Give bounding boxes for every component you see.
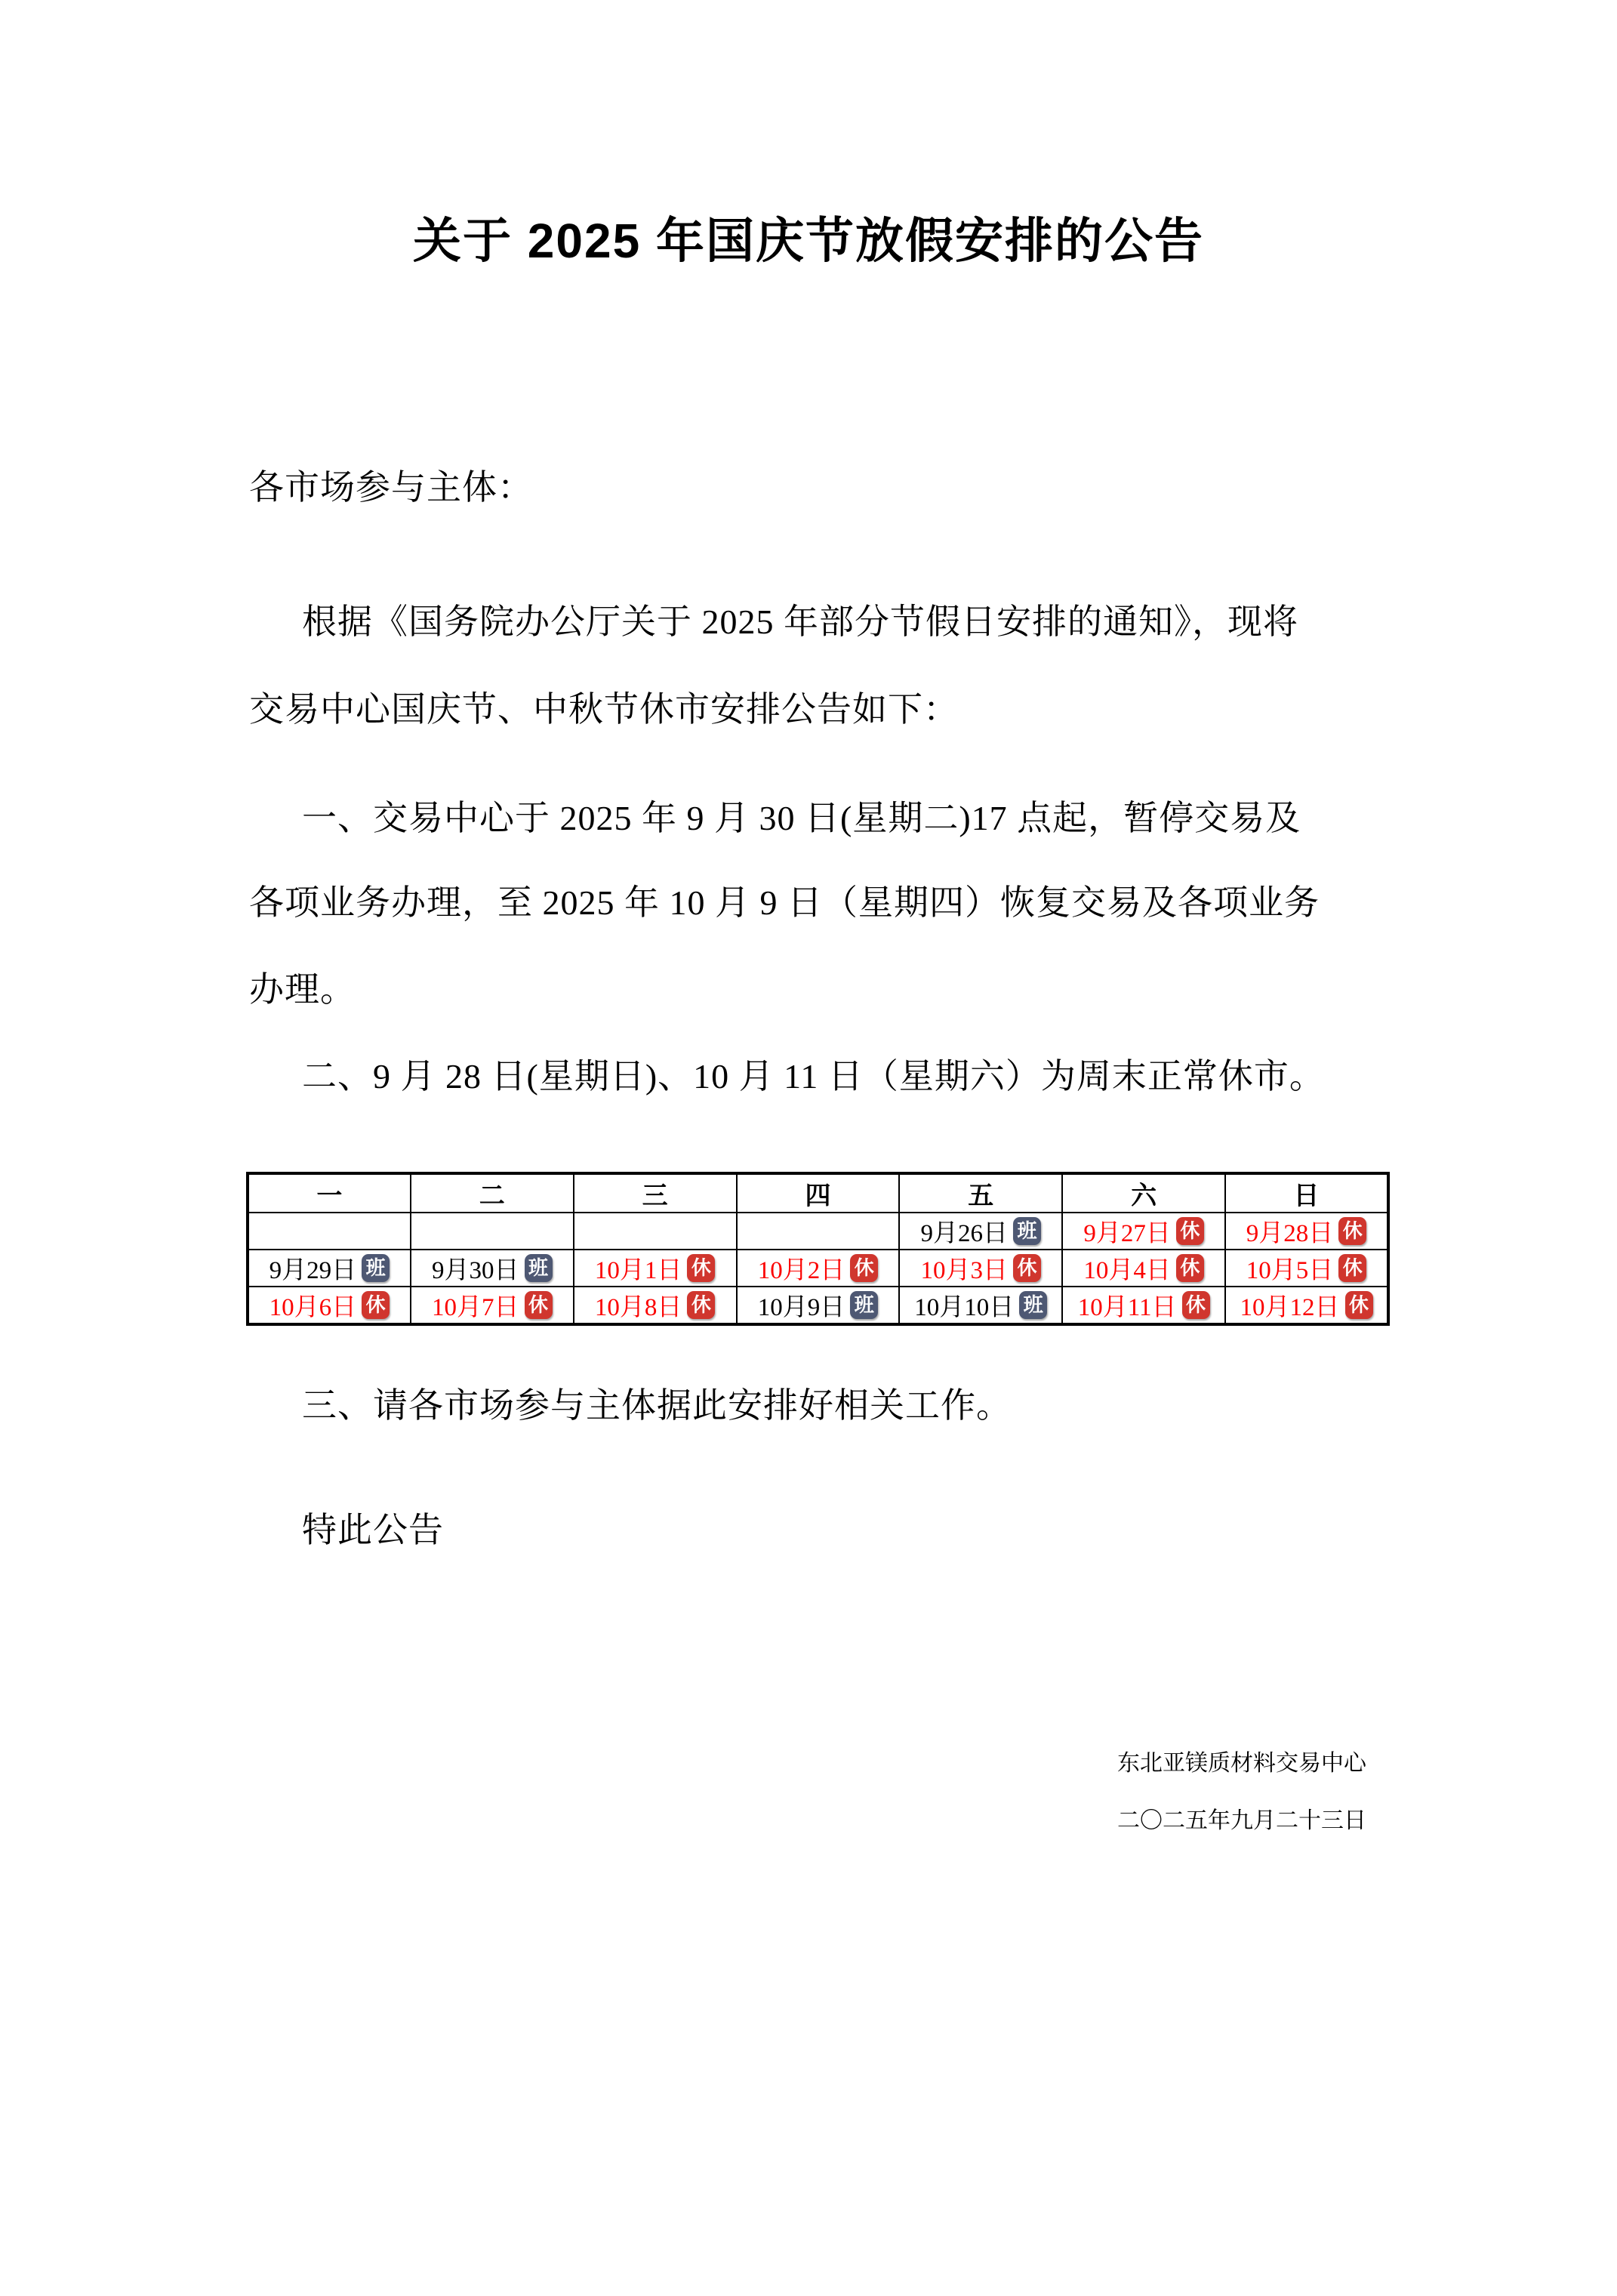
signature-date: 二〇二五年九月二十三日	[1117, 1808, 1366, 1833]
work-day-badge: 班	[850, 1291, 878, 1319]
calendar-date-label: 10月8日	[594, 1294, 682, 1321]
calendar-day-cell	[1062, 1213, 1225, 1250]
item3: 三、请各市场参与主体据此安排好相关工作。	[302, 1386, 1012, 1425]
calendar-date-label: 9月26日	[920, 1220, 1009, 1247]
calendar-day-cell	[411, 1250, 574, 1287]
calendar-date-label: 10月2日	[757, 1257, 845, 1284]
calendar-date-label: 10月5日	[1246, 1257, 1334, 1284]
calendar-empty-cell	[737, 1213, 900, 1250]
closing-phrase: 特此公告	[302, 1511, 444, 1549]
rest-day-badge: 休	[1176, 1217, 1204, 1245]
calendar-day-cell	[899, 1213, 1062, 1250]
calendar-header-row	[248, 1173, 1388, 1213]
rest-day-badge: 休	[1338, 1254, 1366, 1282]
rest-day-badge: 休	[850, 1254, 878, 1282]
calendar-weekday-header: 一	[248, 1173, 411, 1213]
work-day-badge: 班	[525, 1254, 553, 1282]
calendar-day-cell	[1225, 1250, 1388, 1287]
item2: 二、9 月 28 日(星期日)、10 月 11 日（星期六）为周末正常休市。	[302, 1057, 1325, 1096]
calendar-weekday-header: 四	[737, 1173, 900, 1213]
calendar-date-label: 9月29日	[269, 1257, 357, 1284]
calendar-date-label: 9月28日	[1246, 1220, 1334, 1247]
item1-line1: 一、交易中心于 2025 年 9 月 30 日(星期二)17 点起，暂停交易及	[302, 799, 1301, 837]
signature-organization: 东北亚镁质材料交易中心	[1117, 1751, 1366, 1776]
calendar-day-cell	[1225, 1213, 1388, 1250]
calendar-date-label: 9月27日	[1083, 1220, 1171, 1247]
rest-day-badge: 休	[687, 1254, 715, 1282]
rest-day-badge: 休	[1338, 1217, 1366, 1245]
calendar-week-row	[248, 1250, 1388, 1287]
calendar-week-row	[248, 1287, 1388, 1324]
document-title: 关于 2025 年国庆节放假安排的公告	[413, 214, 1204, 268]
rest-day-badge: 休	[687, 1291, 715, 1319]
calendar-date-label: 10月6日	[269, 1294, 357, 1321]
calendar-day-cell	[1062, 1250, 1225, 1287]
calendar-empty-cell	[574, 1213, 737, 1250]
work-day-badge: 班	[1013, 1217, 1041, 1245]
rest-day-badge: 休	[1013, 1254, 1041, 1282]
calendar-day-cell	[737, 1287, 900, 1324]
rest-day-badge: 休	[362, 1291, 390, 1319]
calendar-date-label: 9月30日	[432, 1257, 519, 1284]
holiday-calendar-table	[246, 1172, 1390, 1326]
work-day-badge: 班	[362, 1254, 390, 1282]
calendar-weekday-header: 二	[411, 1173, 574, 1213]
calendar-day-cell	[1062, 1287, 1225, 1324]
calendar-day-cell	[411, 1287, 574, 1324]
calendar-day-cell	[899, 1250, 1062, 1287]
work-day-badge: 班	[1019, 1291, 1047, 1319]
calendar-day-cell	[574, 1250, 737, 1287]
rest-day-badge: 休	[1176, 1254, 1204, 1282]
paragraph1-line1: 根据《国务院办公厅关于 2025 年部分节假日安排的通知》，现将	[302, 603, 1298, 641]
rest-day-badge: 休	[1345, 1291, 1373, 1319]
calendar-date-label: 10月7日	[432, 1294, 519, 1321]
calendar-weekday-header: 三	[574, 1173, 737, 1213]
calendar-week-row	[248, 1213, 1388, 1250]
calendar-day-cell	[899, 1287, 1062, 1324]
calendar-day-cell	[737, 1250, 900, 1287]
rest-day-badge: 休	[525, 1291, 553, 1319]
salutation: 各市场参与主体：	[249, 468, 533, 507]
calendar-empty-cell	[411, 1213, 574, 1250]
paragraph1-line2: 交易中心国庆节、中秋节休市安排公告如下：	[249, 690, 959, 729]
calendar-weekday-header: 六	[1062, 1173, 1225, 1213]
calendar-empty-cell	[248, 1213, 411, 1250]
calendar-date-label: 10月3日	[920, 1257, 1009, 1284]
calendar-date-label: 10月1日	[594, 1257, 682, 1284]
rest-day-badge: 休	[1182, 1291, 1210, 1319]
calendar-weekday-header: 五	[899, 1173, 1062, 1213]
item1-line3: 办理。	[249, 970, 356, 1009]
calendar-date-label: 10月11日	[1077, 1294, 1177, 1321]
calendar-date-label: 10月10日	[914, 1294, 1015, 1321]
calendar-weekday-header: 日	[1225, 1173, 1388, 1213]
calendar-date-label: 10月12日	[1240, 1294, 1340, 1321]
calendar-day-cell	[248, 1250, 411, 1287]
item1-line2: 各项业务办理，至 2025 年 10 月 9 日（星期四）恢复交易及各项业务	[249, 883, 1320, 922]
calendar-day-cell	[574, 1287, 737, 1324]
calendar-date-label: 10月4日	[1083, 1257, 1171, 1284]
calendar-day-cell	[248, 1287, 411, 1324]
calendar-date-label: 10月9日	[757, 1294, 845, 1321]
calendar-day-cell	[1225, 1287, 1388, 1324]
